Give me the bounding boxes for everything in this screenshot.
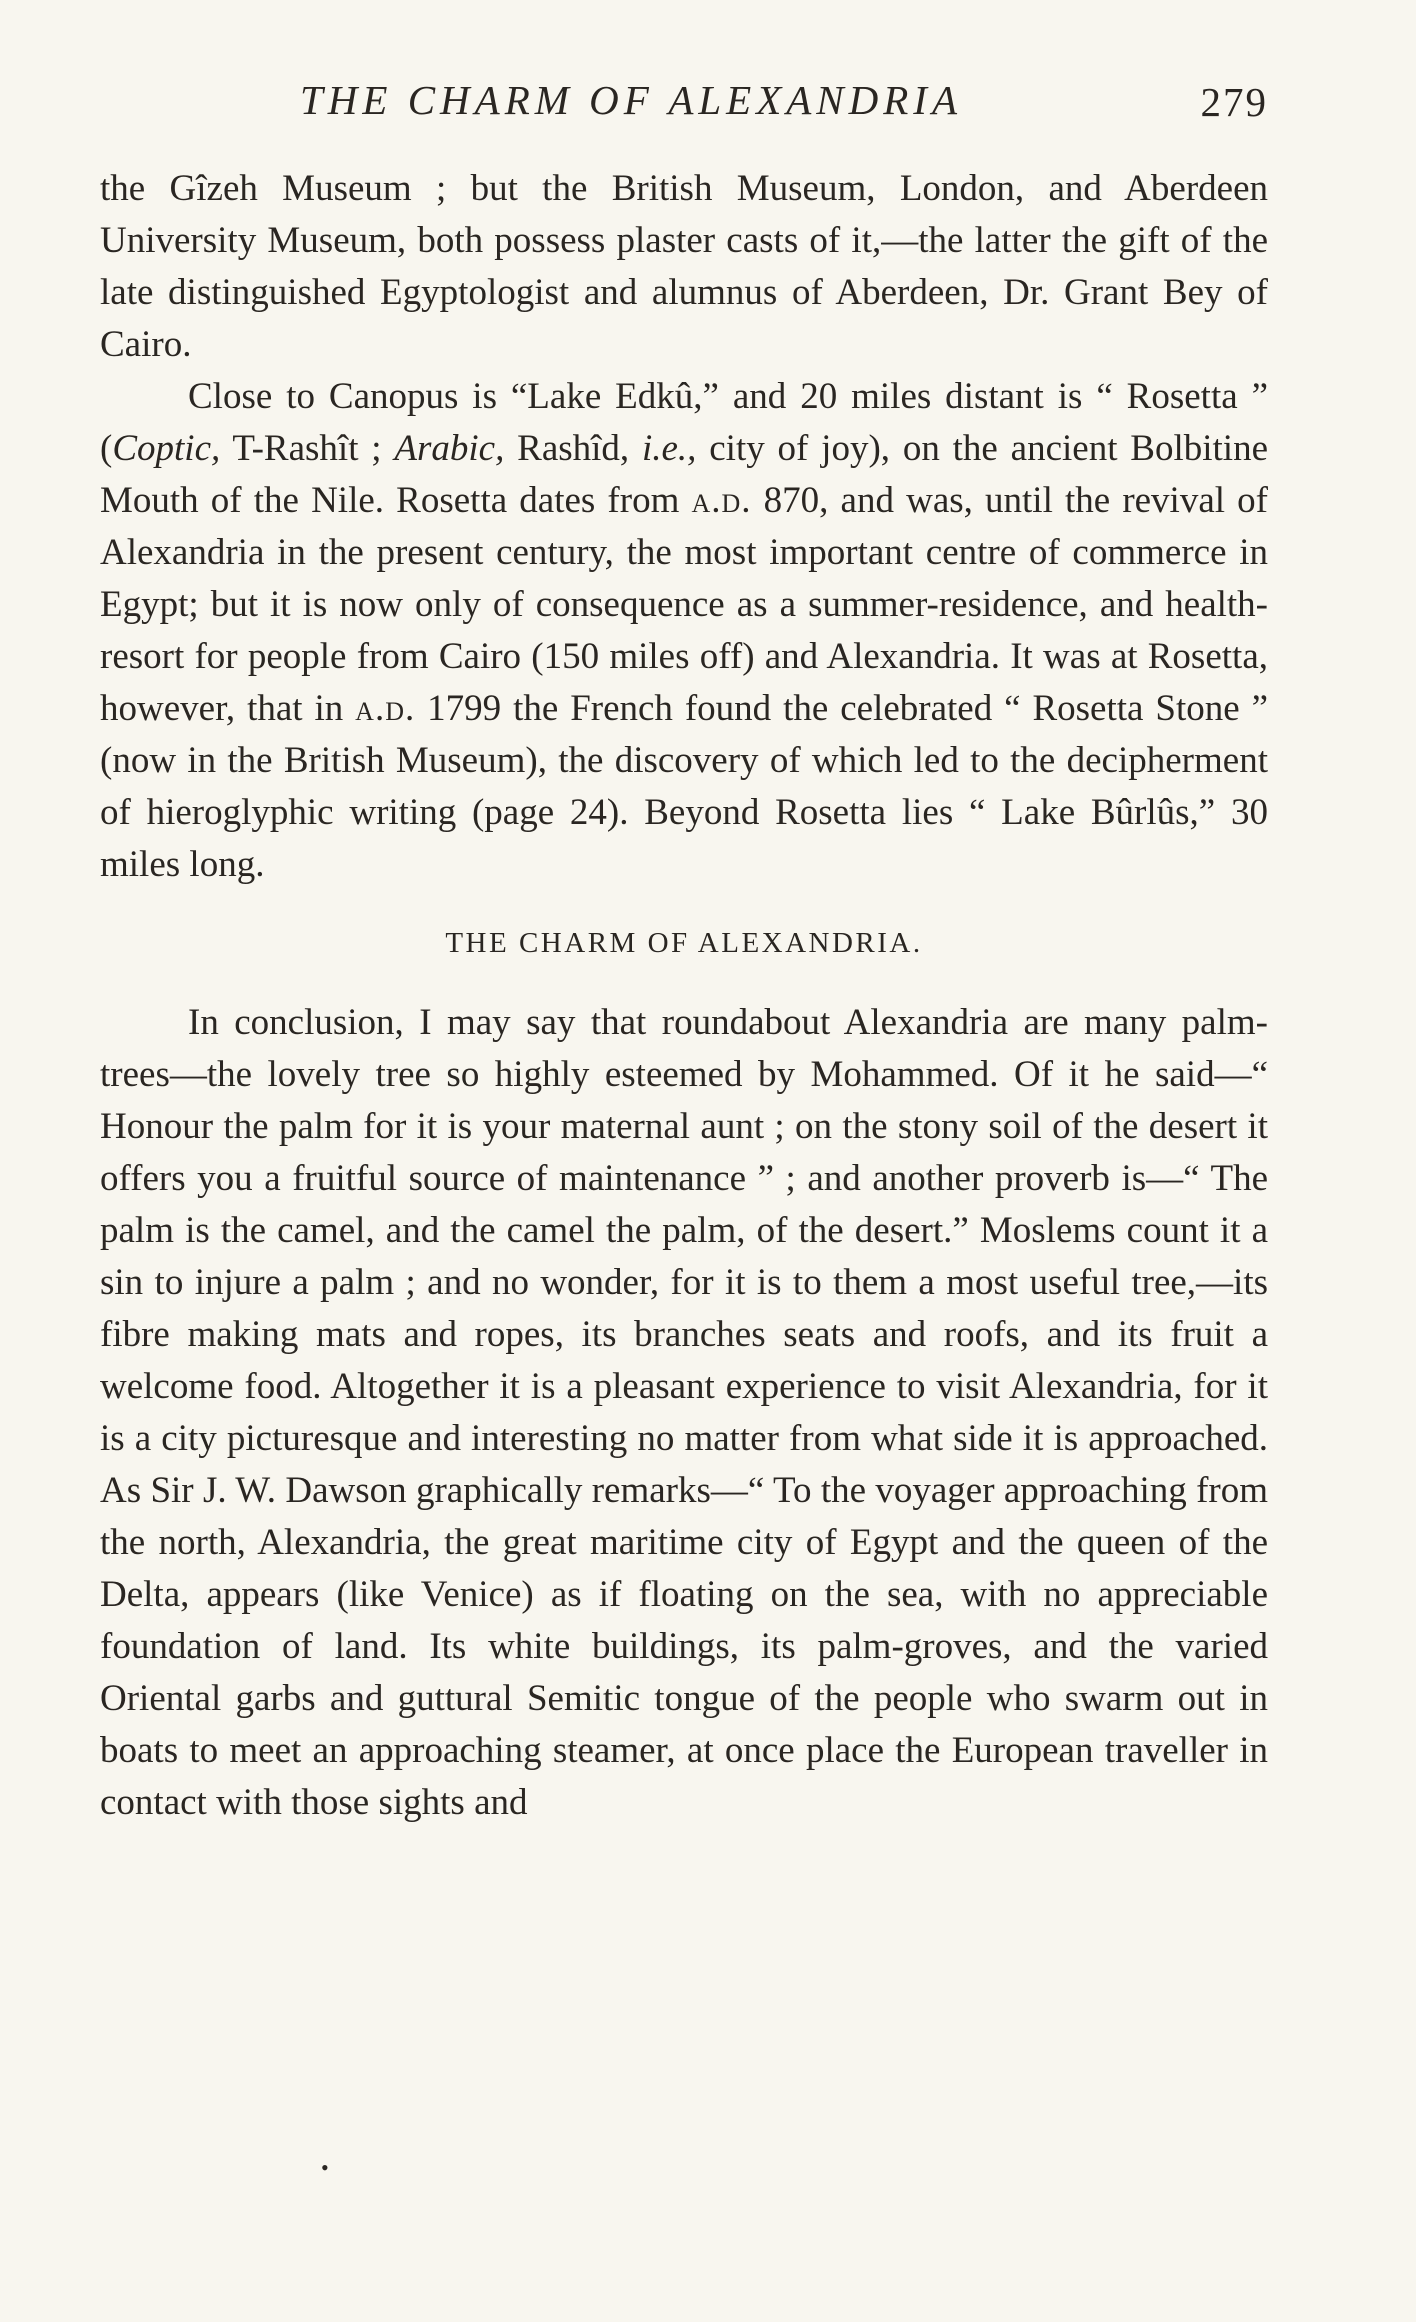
running-head [100, 76, 1268, 136]
smallcaps-ad: a.d. [691, 480, 752, 521]
paragraph-charm: In conclusion, I may say that roundabout Alexandria are many palm-trees—the lovely tree so highly esteemed by Mohammed. Of it he said—“ Honour the palm for it is your maternal aunt ; on the stony soil of the desert it offers you a fruitful source of maintenance ” ; and another proverb is—“ The palm is the camel, and the camel the palm, of the desert.” Moslems count it a sin to injure a palm ; and no wonder, for it is to them a most useful tree,—its fibre making mats and ropes, its branches seats and roofs, and its fruit a welcome food. Altogether it is a pleasant experience to visit Alexandria, for it is a city picturesque and interesting no matter from what side it is approached. As Sir J. W. Dawson graphically remarks—“ To the voyager approaching from the north, Alexandria, the great maritime city of Egypt and the queen of the Delta, appears (like Venice) as if floating on the sea, with no appreciable foundation of land. Its white buildings, its palm-groves, and the varied Oriental garbs and guttural Semitic tongue of the people who swarm out in boats to meet an approaching steamer, at once place the European traveller in contact with those sights and [100, 1002, 1268, 1823]
paragraph-continued: the Gîzeh Museum ; but the British Museum, London, and Aberdeen University Museum, both possess plaster casts of it,—the latter the gift of the late distinguished Egyptologist and alumnus of Aberdeen, Dr. Grant Bey of Cairo. [100, 168, 1268, 365]
text-run: Close to Canopus is “Lake Edkû,” and 20 miles distant is “ Rosetta ” ( [100, 376, 1268, 469]
body-text [100, 163, 1268, 1829]
text-run: Rashîd, [504, 428, 642, 469]
smallcaps-ad: a.d. [355, 688, 416, 729]
italic-coptic: Coptic, [112, 428, 221, 469]
section-heading: THE CHARM OF ALEXANDRIA. [445, 927, 923, 959]
running-title: THE CHARM OF ALEXANDRIA [300, 77, 962, 123]
paragraph-rosetta [100, 371, 1268, 891]
italic-arabic: Arabic, [394, 428, 505, 469]
italic-ie: i.e., [641, 428, 697, 469]
footer-mark: • [321, 2155, 329, 2180]
text-run: T-Rashît ; [220, 428, 395, 469]
text-run: 870, and was, until the revival of Alexandria in the present century, the most important centre of commerce in Egypt; but it is now only of consequence as a summer-residence, and health-resort for people from Cairo (150 miles off) and Alexandria. It was at Rosetta, however, that in [100, 480, 1268, 729]
text-run: 1799 the French found the celebrated “ Rosetta Stone ” (now in the British Museum), the discovery of which led to the decipherment of hieroglyphic writing (page 24). Beyond Rosetta lies “ Lake Bûrlûs,” 30 miles long. [100, 688, 1268, 885]
page-number: 279 [1200, 79, 1268, 125]
text-run: city of joy), on the ancient Bolbitine Mouth of the Nile. Rosetta dates from [100, 428, 1269, 521]
